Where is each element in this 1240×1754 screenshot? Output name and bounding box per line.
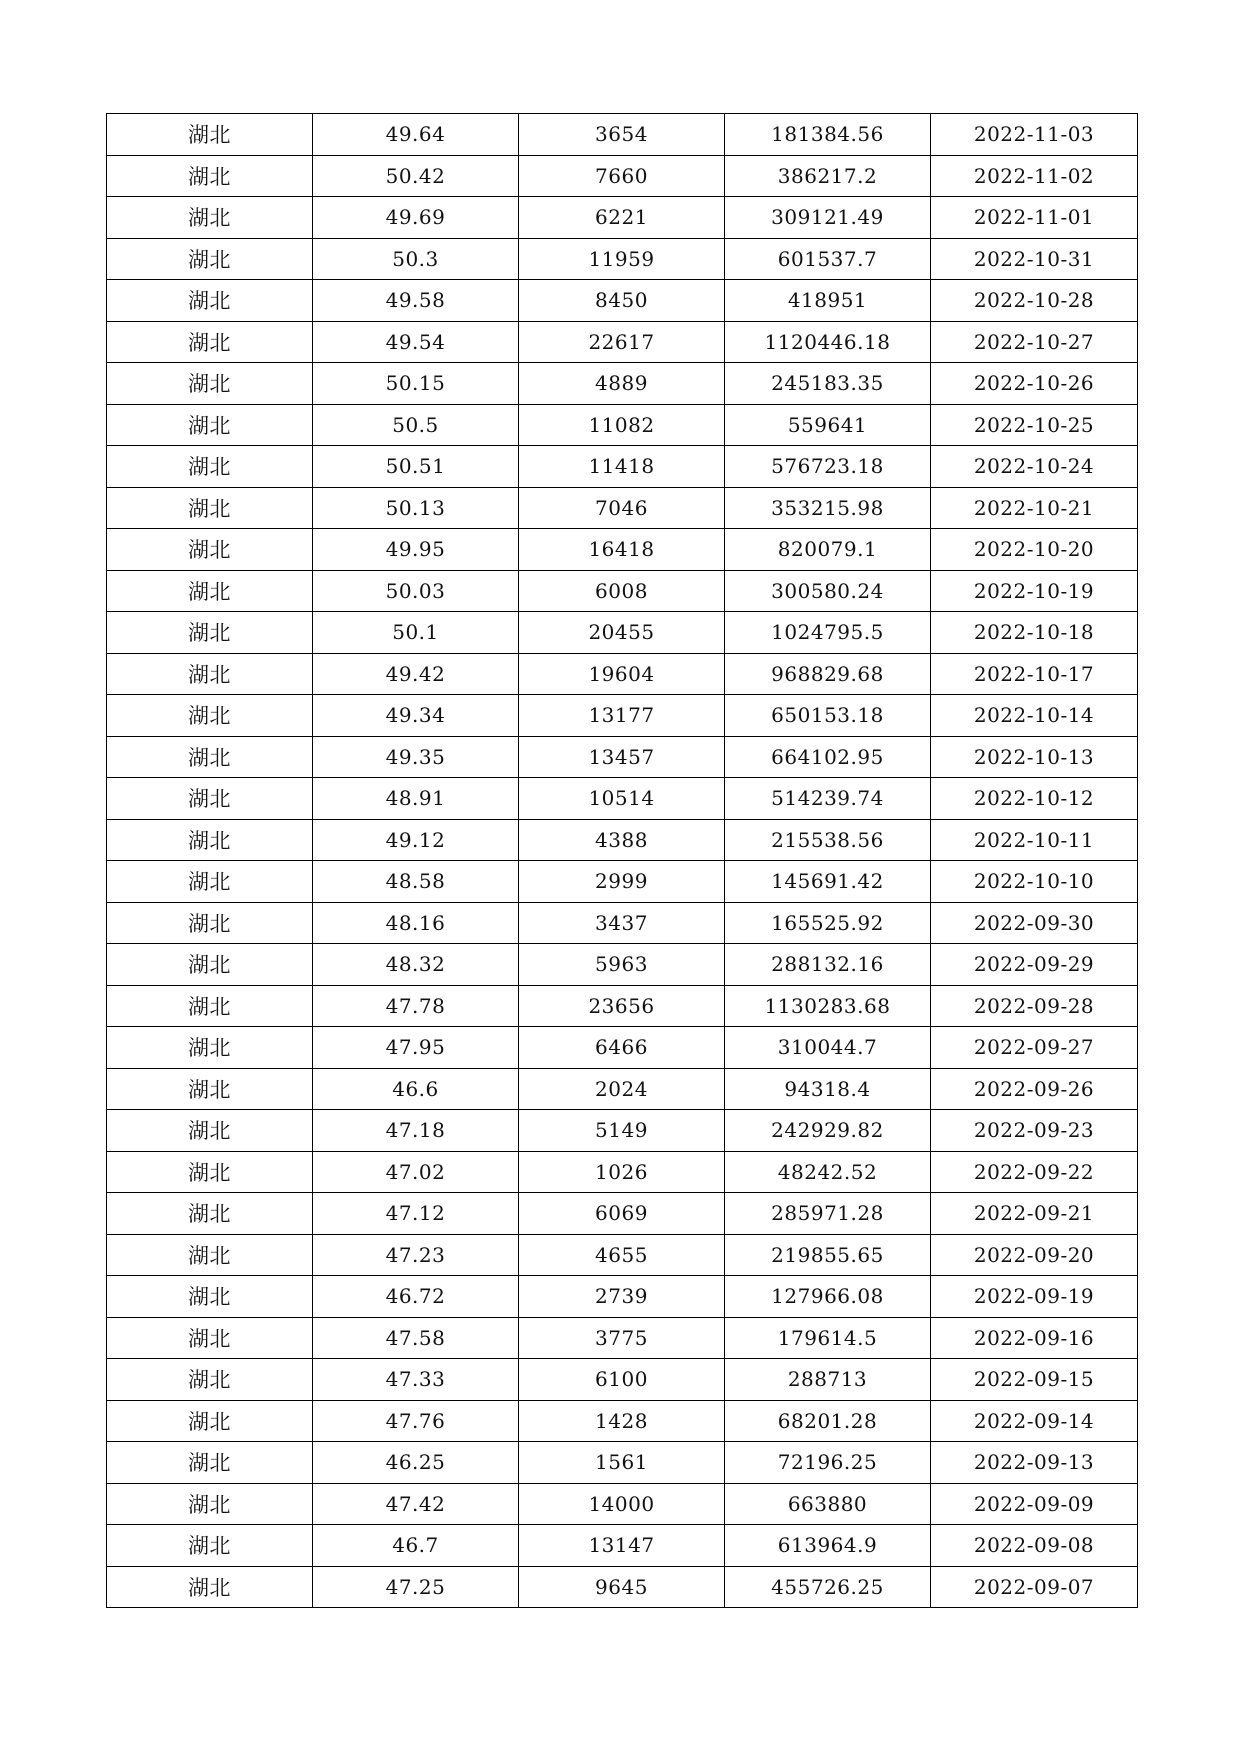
- region-cell: 湖北: [107, 404, 313, 446]
- table-row: [107, 1317, 1138, 1359]
- volume-cell: 13457: [519, 736, 725, 778]
- price-cell: 46.72: [313, 1276, 519, 1318]
- date-cell: 2022-10-10: [931, 861, 1138, 903]
- price-cell: 47.02: [313, 1151, 519, 1193]
- date-cell: 2022-09-19: [931, 1276, 1138, 1318]
- date-cell: 2022-10-26: [931, 363, 1138, 405]
- amount-cell: 353215.98: [725, 487, 931, 529]
- region-cell: 湖北: [107, 1276, 313, 1318]
- volume-cell: 10514: [519, 778, 725, 820]
- region-cell: 湖北: [107, 902, 313, 944]
- date-cell: 2022-09-21: [931, 1193, 1138, 1235]
- price-cell: 50.03: [313, 570, 519, 612]
- region-cell: 湖北: [107, 114, 313, 156]
- amount-cell: 165525.92: [725, 902, 931, 944]
- amount-cell: 310044.7: [725, 1027, 931, 1069]
- amount-cell: 514239.74: [725, 778, 931, 820]
- price-cell: 47.23: [313, 1234, 519, 1276]
- region-cell: 湖北: [107, 1442, 313, 1484]
- price-cell: 47.58: [313, 1317, 519, 1359]
- price-cell: 49.42: [313, 653, 519, 695]
- date-cell: 2022-10-28: [931, 280, 1138, 322]
- region-cell: 湖北: [107, 321, 313, 363]
- table-body: [107, 114, 1138, 1608]
- table-row: [107, 238, 1138, 280]
- region-cell: 湖北: [107, 487, 313, 529]
- region-cell: 湖北: [107, 778, 313, 820]
- amount-cell: 242929.82: [725, 1110, 931, 1152]
- amount-cell: 68201.28: [725, 1400, 931, 1442]
- amount-cell: 48242.52: [725, 1151, 931, 1193]
- amount-cell: 219855.65: [725, 1234, 931, 1276]
- price-cell: 47.12: [313, 1193, 519, 1235]
- region-cell: 湖北: [107, 1110, 313, 1152]
- amount-cell: 559641: [725, 404, 931, 446]
- volume-cell: 1428: [519, 1400, 725, 1442]
- table-row: [107, 612, 1138, 654]
- table-row: [107, 1359, 1138, 1401]
- volume-cell: 13177: [519, 695, 725, 737]
- region-cell: 湖北: [107, 529, 313, 571]
- date-cell: 2022-11-02: [931, 155, 1138, 197]
- price-cell: 47.78: [313, 985, 519, 1027]
- amount-cell: 145691.42: [725, 861, 931, 903]
- date-cell: 2022-09-23: [931, 1110, 1138, 1152]
- date-cell: 2022-10-21: [931, 487, 1138, 529]
- date-cell: 2022-10-14: [931, 695, 1138, 737]
- price-cell: 47.25: [313, 1566, 519, 1608]
- amount-cell: 300580.24: [725, 570, 931, 612]
- region-cell: 湖北: [107, 238, 313, 280]
- volume-cell: 6466: [519, 1027, 725, 1069]
- volume-cell: 1026: [519, 1151, 725, 1193]
- data-table: [106, 113, 1138, 1608]
- table-row: [107, 1400, 1138, 1442]
- region-cell: 湖北: [107, 446, 313, 488]
- price-cell: 50.42: [313, 155, 519, 197]
- volume-cell: 13147: [519, 1525, 725, 1567]
- region-cell: 湖北: [107, 944, 313, 986]
- date-cell: 2022-10-27: [931, 321, 1138, 363]
- region-cell: 湖北: [107, 1400, 313, 1442]
- table-row: [107, 1276, 1138, 1318]
- date-cell: 2022-10-12: [931, 778, 1138, 820]
- date-cell: 2022-09-29: [931, 944, 1138, 986]
- amount-cell: 601537.7: [725, 238, 931, 280]
- table-row: [107, 861, 1138, 903]
- price-cell: 47.42: [313, 1483, 519, 1525]
- volume-cell: 1561: [519, 1442, 725, 1484]
- table-row: [107, 570, 1138, 612]
- date-cell: 2022-09-08: [931, 1525, 1138, 1567]
- volume-cell: 16418: [519, 529, 725, 571]
- table-row: [107, 653, 1138, 695]
- region-cell: 湖北: [107, 861, 313, 903]
- amount-cell: 309121.49: [725, 197, 931, 239]
- date-cell: 2022-09-16: [931, 1317, 1138, 1359]
- price-cell: 47.33: [313, 1359, 519, 1401]
- table-row: [107, 280, 1138, 322]
- table-row: [107, 529, 1138, 571]
- table-row: [107, 404, 1138, 446]
- amount-cell: 663880: [725, 1483, 931, 1525]
- amount-cell: 1024795.5: [725, 612, 931, 654]
- volume-cell: 4388: [519, 819, 725, 861]
- date-cell: 2022-11-01: [931, 197, 1138, 239]
- amount-cell: 288132.16: [725, 944, 931, 986]
- region-cell: 湖北: [107, 280, 313, 322]
- table-row: [107, 487, 1138, 529]
- volume-cell: 6069: [519, 1193, 725, 1235]
- region-cell: 湖北: [107, 819, 313, 861]
- amount-cell: 1130283.68: [725, 985, 931, 1027]
- volume-cell: 3775: [519, 1317, 725, 1359]
- volume-cell: 11959: [519, 238, 725, 280]
- table-row: [107, 819, 1138, 861]
- date-cell: 2022-09-09: [931, 1483, 1138, 1525]
- volume-cell: 19604: [519, 653, 725, 695]
- price-cell: 48.91: [313, 778, 519, 820]
- amount-cell: 94318.4: [725, 1068, 931, 1110]
- region-cell: 湖北: [107, 1566, 313, 1608]
- amount-cell: 455726.25: [725, 1566, 931, 1608]
- amount-cell: 72196.25: [725, 1442, 931, 1484]
- region-cell: 湖北: [107, 985, 313, 1027]
- amount-cell: 288713: [725, 1359, 931, 1401]
- volume-cell: 2739: [519, 1276, 725, 1318]
- amount-cell: 386217.2: [725, 155, 931, 197]
- volume-cell: 2999: [519, 861, 725, 903]
- table-row: [107, 1151, 1138, 1193]
- region-cell: 湖北: [107, 695, 313, 737]
- price-cell: 47.76: [313, 1400, 519, 1442]
- region-cell: 湖北: [107, 1525, 313, 1567]
- volume-cell: 22617: [519, 321, 725, 363]
- price-cell: 49.34: [313, 695, 519, 737]
- volume-cell: 7660: [519, 155, 725, 197]
- date-cell: 2022-09-26: [931, 1068, 1138, 1110]
- date-cell: 2022-10-31: [931, 238, 1138, 280]
- volume-cell: 11082: [519, 404, 725, 446]
- date-cell: 2022-09-28: [931, 985, 1138, 1027]
- price-cell: 47.95: [313, 1027, 519, 1069]
- amount-cell: 215538.56: [725, 819, 931, 861]
- table-row: [107, 197, 1138, 239]
- table-row: [107, 1234, 1138, 1276]
- amount-cell: 968829.68: [725, 653, 931, 695]
- volume-cell: 9645: [519, 1566, 725, 1608]
- date-cell: 2022-10-17: [931, 653, 1138, 695]
- volume-cell: 4889: [519, 363, 725, 405]
- region-cell: 湖北: [107, 612, 313, 654]
- date-cell: 2022-09-27: [931, 1027, 1138, 1069]
- date-cell: 2022-09-15: [931, 1359, 1138, 1401]
- date-cell: 2022-10-19: [931, 570, 1138, 612]
- table-row: [107, 1442, 1138, 1484]
- table-row: [107, 695, 1138, 737]
- region-cell: 湖北: [107, 1317, 313, 1359]
- table-row: [107, 944, 1138, 986]
- region-cell: 湖北: [107, 1151, 313, 1193]
- region-cell: 湖北: [107, 653, 313, 695]
- region-cell: 湖北: [107, 1068, 313, 1110]
- volume-cell: 20455: [519, 612, 725, 654]
- price-cell: 49.12: [313, 819, 519, 861]
- amount-cell: 285971.28: [725, 1193, 931, 1235]
- amount-cell: 1120446.18: [725, 321, 931, 363]
- date-cell: 2022-09-30: [931, 902, 1138, 944]
- volume-cell: 7046: [519, 487, 725, 529]
- volume-cell: 14000: [519, 1483, 725, 1525]
- volume-cell: 6100: [519, 1359, 725, 1401]
- price-cell: 48.32: [313, 944, 519, 986]
- amount-cell: 613964.9: [725, 1525, 931, 1567]
- price-cell: 49.54: [313, 321, 519, 363]
- date-cell: 2022-10-24: [931, 446, 1138, 488]
- region-cell: 湖北: [107, 155, 313, 197]
- price-cell: 49.64: [313, 114, 519, 156]
- table-row: [107, 1027, 1138, 1069]
- table-row: [107, 1068, 1138, 1110]
- region-cell: 湖北: [107, 1193, 313, 1235]
- price-cell: 50.5: [313, 404, 519, 446]
- amount-cell: 181384.56: [725, 114, 931, 156]
- table-row: [107, 778, 1138, 820]
- table-row: [107, 736, 1138, 778]
- table-row: [107, 902, 1138, 944]
- price-cell: 50.15: [313, 363, 519, 405]
- date-cell: 2022-09-20: [931, 1234, 1138, 1276]
- volume-cell: 5149: [519, 1110, 725, 1152]
- volume-cell: 3654: [519, 114, 725, 156]
- price-cell: 50.3: [313, 238, 519, 280]
- price-cell: 46.6: [313, 1068, 519, 1110]
- amount-cell: 245183.35: [725, 363, 931, 405]
- price-cell: 50.13: [313, 487, 519, 529]
- date-cell: 2022-09-07: [931, 1566, 1138, 1608]
- table-row: [107, 446, 1138, 488]
- date-cell: 2022-09-14: [931, 1400, 1138, 1442]
- volume-cell: 6008: [519, 570, 725, 612]
- date-cell: 2022-10-13: [931, 736, 1138, 778]
- date-cell: 2022-10-11: [931, 819, 1138, 861]
- price-cell: 48.16: [313, 902, 519, 944]
- amount-cell: 418951: [725, 280, 931, 322]
- volume-cell: 4655: [519, 1234, 725, 1276]
- price-cell: 49.35: [313, 736, 519, 778]
- table-row: [107, 1110, 1138, 1152]
- table-row: [107, 155, 1138, 197]
- date-cell: 2022-11-03: [931, 114, 1138, 156]
- date-cell: 2022-09-22: [931, 1151, 1138, 1193]
- price-cell: 50.1: [313, 612, 519, 654]
- price-cell: 47.18: [313, 1110, 519, 1152]
- date-cell: 2022-10-25: [931, 404, 1138, 446]
- price-cell: 48.58: [313, 861, 519, 903]
- region-cell: 湖北: [107, 570, 313, 612]
- table-row: [107, 1566, 1138, 1608]
- table-row: [107, 114, 1138, 156]
- date-cell: 2022-10-20: [931, 529, 1138, 571]
- volume-cell: 3437: [519, 902, 725, 944]
- amount-cell: 179614.5: [725, 1317, 931, 1359]
- region-cell: 湖北: [107, 1359, 313, 1401]
- region-cell: 湖北: [107, 1483, 313, 1525]
- date-cell: 2022-10-18: [931, 612, 1138, 654]
- volume-cell: 6221: [519, 197, 725, 239]
- price-cell: 50.51: [313, 446, 519, 488]
- region-cell: 湖北: [107, 1234, 313, 1276]
- date-cell: 2022-09-13: [931, 1442, 1138, 1484]
- table-row: [107, 363, 1138, 405]
- table-row: [107, 321, 1138, 363]
- table-row: [107, 1193, 1138, 1235]
- amount-cell: 576723.18: [725, 446, 931, 488]
- price-cell: 46.25: [313, 1442, 519, 1484]
- price-cell: 49.58: [313, 280, 519, 322]
- volume-cell: 8450: [519, 280, 725, 322]
- table-row: [107, 985, 1138, 1027]
- table-row: [107, 1483, 1138, 1525]
- amount-cell: 664102.95: [725, 736, 931, 778]
- price-cell: 49.69: [313, 197, 519, 239]
- region-cell: 湖北: [107, 363, 313, 405]
- region-cell: 湖北: [107, 197, 313, 239]
- price-cell: 46.7: [313, 1525, 519, 1567]
- region-cell: 湖北: [107, 1027, 313, 1069]
- amount-cell: 650153.18: [725, 695, 931, 737]
- volume-cell: 5963: [519, 944, 725, 986]
- amount-cell: 127966.08: [725, 1276, 931, 1318]
- amount-cell: 820079.1: [725, 529, 931, 571]
- price-cell: 49.95: [313, 529, 519, 571]
- volume-cell: 23656: [519, 985, 725, 1027]
- volume-cell: 2024: [519, 1068, 725, 1110]
- volume-cell: 11418: [519, 446, 725, 488]
- region-cell: 湖北: [107, 736, 313, 778]
- table-row: [107, 1525, 1138, 1567]
